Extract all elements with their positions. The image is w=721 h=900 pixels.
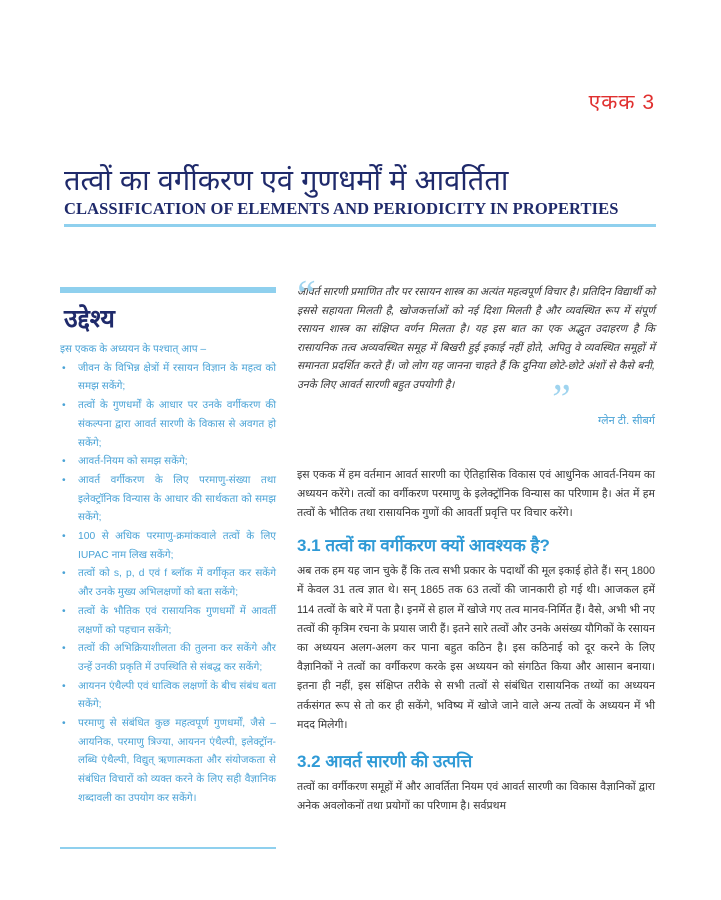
objectives-bottom-rule [60, 847, 276, 849]
objective-text: आवर्त वर्गीकरण के लिए परमाणु-संख्या तथा इलेक्ट्रॉनिक विन्यास के आधार की सार्थकता को समझ सकेंगे; [78, 474, 276, 524]
bullet-icon: • [62, 474, 66, 486]
bullet-icon: • [62, 605, 66, 617]
objectives-heading: उद्देश्य [64, 305, 115, 333]
section-body-3-2: तत्वों का वर्गीकरण समूहों में और आवर्तिता नियम एवं आवर्त सारणी का विकास वैज्ञानिकों द्वारा अनेक अवलोकनों तथा प्रयोगों का परिणाम है। सर्वप्रथम [297, 781, 655, 813]
objectives-top-bar [60, 287, 276, 293]
objective-item [60, 397, 276, 453]
section-heading-3-2: 3.2 आवर्त सारणी की उत्पत्ति [297, 752, 473, 771]
bullet-icon: • [62, 680, 66, 692]
objective-text: आवर्त-नियम को समझ सकेंगे; [78, 456, 188, 468]
bullet-icon: • [62, 531, 66, 543]
quote-author: ग्लेन टी. सीबर्ग [598, 414, 655, 427]
bullet-icon: • [62, 456, 66, 468]
bullet-icon: • [62, 643, 66, 655]
section-body-3-1: अब तक हम यह जान चुके हैं कि तत्व सभी प्रकार के पदार्थों की मूल इकाई होते हैं। सन् 1800 में केवल 31 तत्व ज्ञात थे। सन् 1865 तक 63 तत्वों की जानकारी हो गई थी। आजकल हमें 114 तत्वों के बारे में पता है। इनमें से हाल में खोजे गए तत्व मानव-निर्मित हैं। वैसे, अभी भी नए तत्वों की कृत्रिम रचना के प्रयास जारी हैं। इतने सारे तत्वों और उनके असंख्य यौगिकों के रसायन का अध्ययन अलग-अलग कर पाना बहुत कठिन है। इस कठिनाई को दूर करने के लिए वैज्ञानिकों ने तत्वों का वर्गीकरण करके इस अध्ययन को संगठित किया और आसान बनाया। इतना ही नहीं, इस संक्षिप्त तरीके से सभी तत्वों से संबंधित रासायनिक तथ्यों का अध्ययन तर्कसंगत रूप से तो कर ही सकेंगे, भविष्य में खोजे जाने वाले अन्य तत्वों के अध्ययन में भी मदद मिलेगी। [297, 565, 655, 731]
objective-item [60, 528, 276, 565]
objective-item [60, 678, 276, 715]
unit-label: एकक 3 [588, 91, 655, 114]
objectives-list [60, 341, 276, 809]
objective-item [60, 565, 276, 602]
objective-text: जीवन के विभिन्न क्षेत्रों में रसायन विज्ञान के महत्व को समझ सकेंगे; [78, 362, 276, 393]
objective-item [60, 640, 276, 677]
objective-text: तत्वों के भौतिक एवं रासायनिक गुणधर्मों में आवर्ती लक्षणों को पहचान सकेंगे; [78, 605, 276, 636]
bullet-icon: • [62, 568, 66, 580]
main-column [293, 273, 655, 816]
title-divider [64, 224, 656, 227]
open-quote-icon: “ [293, 273, 317, 319]
objective-text: तत्वों को s, p, d एवं f ब्लॉक में वर्गीकृत कर सकेंगे और उनके मुख्य अभिलक्षणों को बता सकेंगे; [78, 568, 276, 599]
objective-text: तत्वों के गुणधर्मों के आधार पर उनके वर्गीकरण की संकल्पना द्वारा आवर्त सारणी के विकास से अवगत हो सकेंगे; [78, 400, 276, 449]
quote-text: आवर्त सारणी प्रमाणित तौर पर रसायन शास्त्र का अत्यंत महत्वपूर्ण विचार है। प्रतिदिन विद्यार्थी को इससे सहायता मिलती है, खोजकर्त्ताओं को नई दिशा मिलती है और व्यवस्थित रूप में संपूर्ण रसायन शास्त्र का संक्षिप्त वर्णन मिलता है। यह इस बात का एक अद्भुत उदाहरण है कि रासायनिक तत्व अव्यवस्थित समूह में बिखरी हुई इकाई नहीं होते, अपितु वे व्यवस्थित समूहों में समानता प्रदर्शित करते हैं। जो लोग यह जानना चाहते हैं कि दुनिया छोटे-छोटे अंशों से कैसे बनी, उनके लिए आवर्त सारणी बहुत उपयोगी है। [297, 286, 655, 391]
objectives-intro: इस एकक के अध्ययन के पश्चात् आप – [60, 344, 207, 355]
bullet-icon: • [62, 718, 66, 730]
intro-paragraph: इस एकक में हम वर्तमान आवर्त सारणी का ऐतिहासिक विकास एवं आधुनिक आवर्त-नियम का अध्ययन करेंगे। तत्वों का वर्गीकरण परमाणु के इलेक्ट्रॉनिक विन्यास का परिणाम है। अंत में हम तत्वों के भौतिक तथा रासायनिक गुणों की आवर्ती प्रवृत्ति पर विचार करेंगे। [297, 468, 655, 519]
objective-item [60, 360, 276, 397]
section-heading-3-1: 3.1 तत्वों का वर्गीकरण क्यों आवश्यक है? [297, 536, 550, 556]
objective-item [60, 715, 276, 809]
objective-text: तत्वों की अभिक्रियाशीलता की तुलना कर सकेंगे और उन्हें उनकी प्रकृति में उपस्थिति से संबद्ध कर सकेंगे; [78, 643, 276, 673]
objective-text: 100 से अधिक परमाणु-क्रमांकवाले तत्वों के लिए IUPAC नाम लिख सकेंगे; [78, 531, 276, 561]
objective-item [60, 603, 276, 640]
objective-item [60, 472, 276, 528]
objective-item [60, 453, 276, 472]
chapter-title-english: CLASSIFICATION OF ELEMENTS AND PERIODICITY IN PROPERTIES [64, 199, 619, 218]
close-quote-icon: ” [547, 377, 571, 423]
objectives-box [60, 287, 276, 809]
objective-text: आयनन एंथैल्पी एवं धात्विक लक्षणों के बीच संबंध बता सकेंगे; [78, 680, 276, 711]
bullet-icon: • [62, 400, 66, 412]
bullet-icon: • [62, 362, 66, 374]
chapter-title-hindi: तत्वों का वर्गीकरण एवं गुणधर्मों में आवर्तिता [64, 165, 509, 197]
objective-text: परमाणु से संबंधित कुछ महत्वपूर्ण गुणधर्मों, जैसे – आयनिक, परमाणु त्रिज्या, आयनन एंथैल्पी, इलेक्ट्रॉन-लब्धि एंथैल्पी, विद्युत् ऋणात्मकता और संयोजकता से संबंधित विचारों को व्यक्त करने के लिए सही वैज्ञानिक शब्दावली का उपयोग कर सकेंगे। [78, 718, 276, 804]
